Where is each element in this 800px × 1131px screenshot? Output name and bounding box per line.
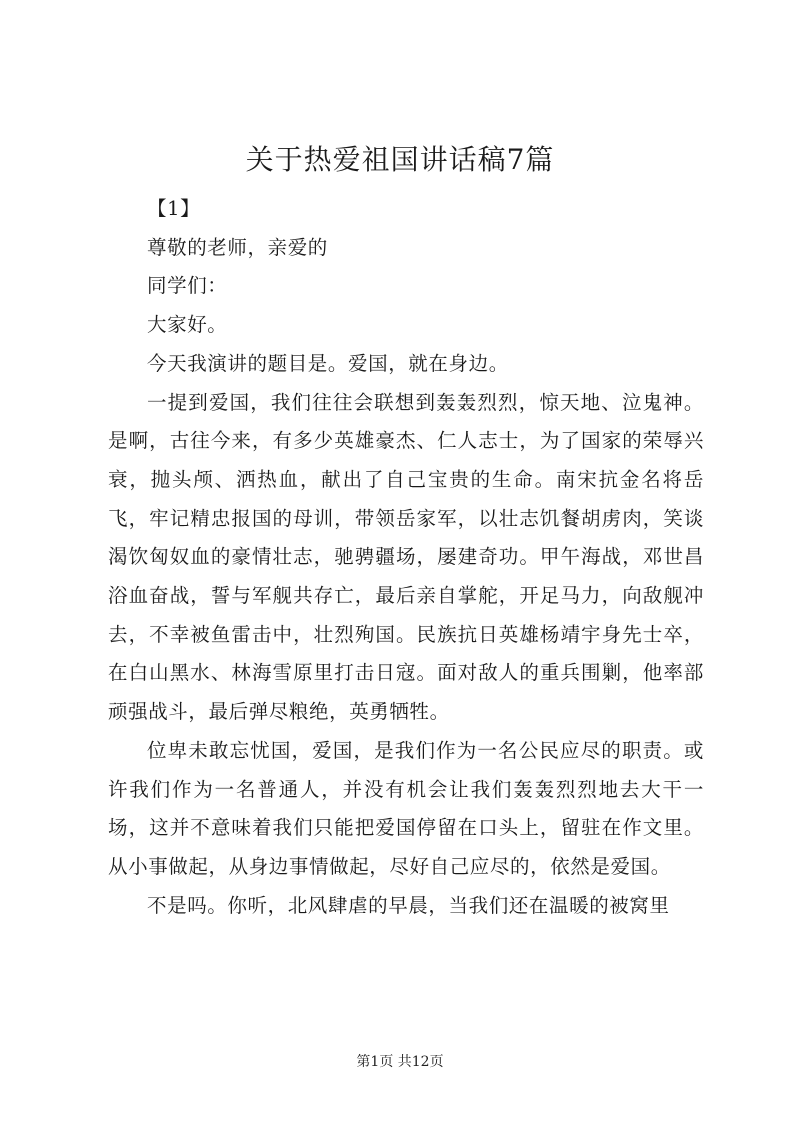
greeting-line: 同学们： xyxy=(147,274,228,298)
body-paragraph: 一提到爱国，我们往往会联想到轰轰烈烈，惊天地、泣鬼神。是啊，古往今来，有多少英雄豪杰、仁人志士，为了国家的荣辱兴衰，抛头颅、洒热血，献出了自己宝贵的生命。南宋抗金名将岳飞，牢记精忠报国的母训，带领岳家军，以壮志饥餐胡虏肉，笑谈渴饮匈奴血的豪情壮志，驰骋疆场，屡建奇功。甲午海战，邓世昌浴血奋战，誓与军舰共存亡，最后亲自掌舵，开足马力，向敌舰冲去，不幸被鱼雷击中，壮烈殉国。民族抗日英雄杨靖宇身先士卒，在白山黑水、林海雪原里打击日寇。面对敌人的重兵围剿，他率部顽强战斗，最后弹尽粮绝，英勇牺牲。 xyxy=(108,390,704,724)
section-marker: 【1】 xyxy=(147,197,201,220)
document-body xyxy=(108,190,704,925)
body-paragraph: 今天我演讲的题目是。爱国，就在身边。 xyxy=(147,351,509,375)
greeting-line: 大家好。 xyxy=(147,313,228,337)
greeting-line: 尊敬的老师，亲爱的 xyxy=(147,235,328,259)
document-title: 关于热爱祖国讲话稿7篇 xyxy=(245,143,555,176)
page-number-footer: 第1页 共12页 xyxy=(356,1054,444,1070)
body-paragraph: 位卑未敢忘忧国，爱国，是我们作为一名公民应尽的职责。或许我们作为一名普通人，并没有机会让我们轰轰烈烈地去大干一场，这并不意味着我们只能把爱国停留在口头上，留驻在作文里。从小事做起，从身边事情做起，尽好自己应尽的，依然是爱国。 xyxy=(108,738,704,878)
body-paragraph: 不是吗。你听，北风肆虐的早晨，当我们还在温暖的被窝里 xyxy=(147,893,670,917)
